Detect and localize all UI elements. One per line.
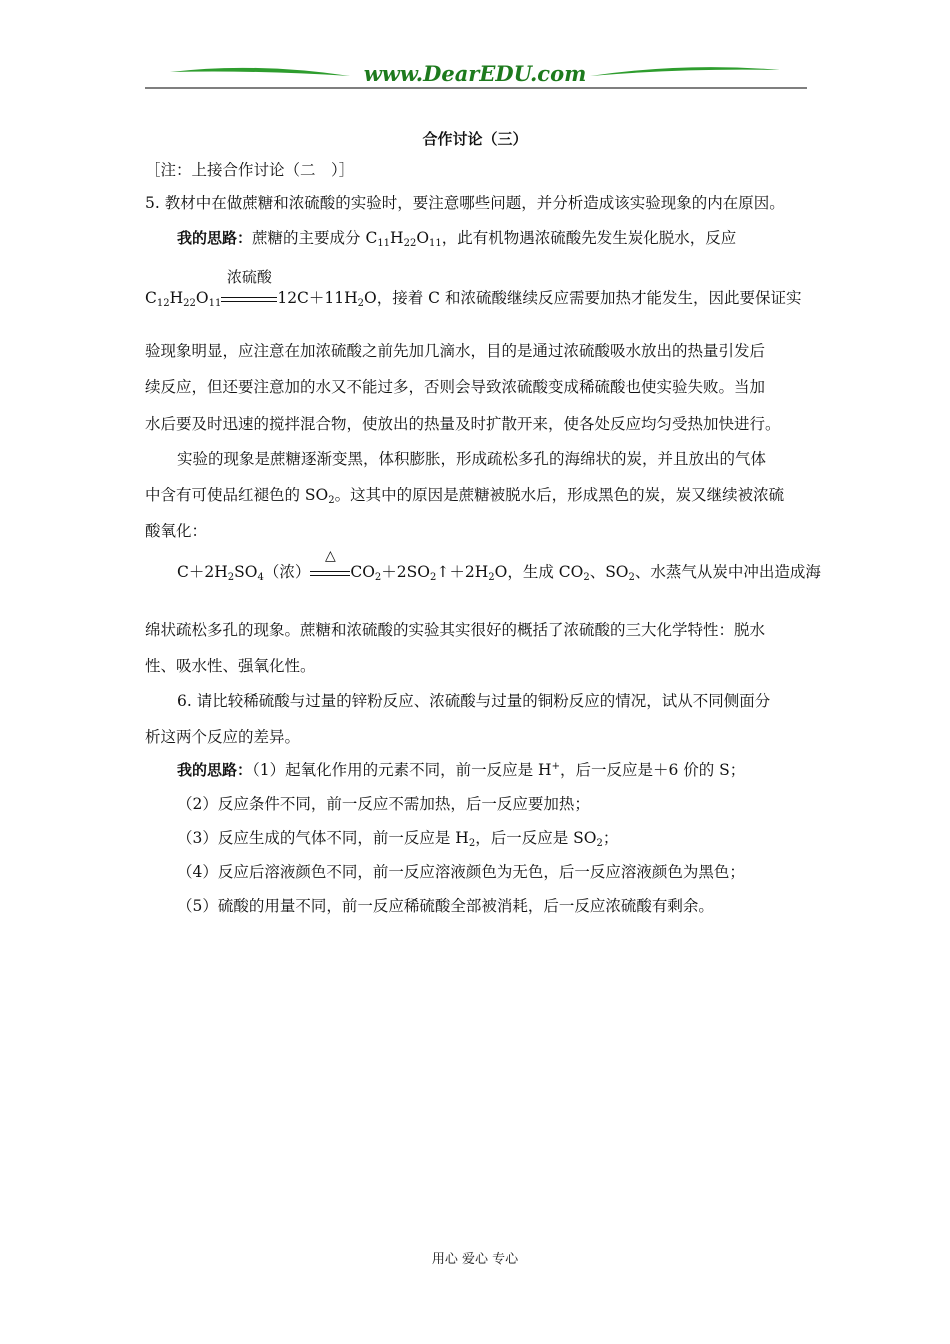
q5-question: 5. 教材中在做蔗糖和浓硫酸的实验时，要注意哪些问题，并分析造成该实验现象的内在原因。 <box>145 194 785 212</box>
q5-line-2: 续反应，但还要注意加的水又不能过多，否则会导致浓硫酸变成稀硫酸也使实验失败。当加 <box>145 378 766 396</box>
q5-idea-line1: 我的思路：蔗糖的主要成分 $C_{11}H_{22}O_{11}$，此有机物遇浓硫酸先发生炭化脱水，反应 <box>177 229 737 249</box>
q5-para3-l2: 性、吸水性、强氧化性。 <box>145 657 316 675</box>
q6-question-l1: 6. 请比较稀硫酸与过量的锌粉反应、浓硫酸与过量的铜粉反应的情况，试从不同侧面分 <box>177 692 771 710</box>
q6-point-3: （3）反应生成的气体不同，前一反应是 $H_2$，后一反应是 $SO_2$； <box>177 829 619 849</box>
header-logo <box>145 58 807 92</box>
q5-equation-2: $C+2H_2SO_4$（浓） △ $CO_2+2SO_2↑+2H_2O$，生成 $CO_2$、$SO_2$、水蒸气从炭中冲出造成海 <box>177 548 821 583</box>
q5-para2-l3: 酸氧化： <box>145 522 208 540</box>
q5-equation: $C_{12}H_{22}O_{11}$ 浓硫酸 $12C+11H_2O$，接着 C 和浓硫酸继续反应需要加热才能发生，因此要保证实 <box>145 268 802 309</box>
page-title: 合作讨论（三） <box>422 130 528 148</box>
reaction-arrow: 浓硫酸 <box>221 289 277 309</box>
q5-para2-l1: 实验的现象是蔗糖逐渐变黑，体积膨胀，形成疏松多孔的海绵状的炭，并且放出的气体 <box>177 450 767 468</box>
header-logo-text: www.DearEDU.com <box>363 61 587 86</box>
q6-point-1: 我的思路：（1）起氧化作用的元素不同，前一反应是 H+，后一反应是＋6 价的 S； <box>177 761 746 779</box>
q5-label: 我的思路： <box>177 229 253 247</box>
q5-para2-l2: 中含有可使品红褪色的 $SO_2$。这其中的原因是蔗糖被脱水后，形成黑色的炭，炭又继续被浓硫 <box>145 486 785 506</box>
q6-label: 我的思路： <box>177 761 253 779</box>
note: ［注：上接合作讨论（二 ）］ <box>145 161 355 179</box>
q6-question-l2: 析这两个反应的差异。 <box>145 728 301 746</box>
q5-line-1: 验现象明显，应注意在加浓硫酸之前先加几滴水，目的是通过浓硫酸吸水放出的热量引发后 <box>145 342 766 360</box>
q5-line-3: 水后要及时迅速的搅拌混合物，使放出的热量及时扩散开来，使各处反应均匀受热加快进行。 <box>145 415 781 433</box>
q5-para3-l1: 绵状疏松多孔的现象。蔗糖和浓硫酸的实验其实很好的概括了浓硫酸的三大化学特性：脱水 <box>145 621 766 639</box>
q6-point-5: （5）硫酸的用量不同，前一反应稀硫酸全部被消耗，后一反应浓硫酸有剩余。 <box>177 897 714 915</box>
page-footer: 用心 爱心 专心 <box>431 1252 519 1267</box>
heat-arrow: △ <box>310 563 350 583</box>
q6-point-4: （4）反应后溶液颜色不同，前一反应溶液颜色为无色，后一反应溶液颜色为黑色； <box>177 863 745 881</box>
q6-point-2: （2）反应条件不同，前一反应不需加热，后一反应要加热； <box>177 795 590 813</box>
